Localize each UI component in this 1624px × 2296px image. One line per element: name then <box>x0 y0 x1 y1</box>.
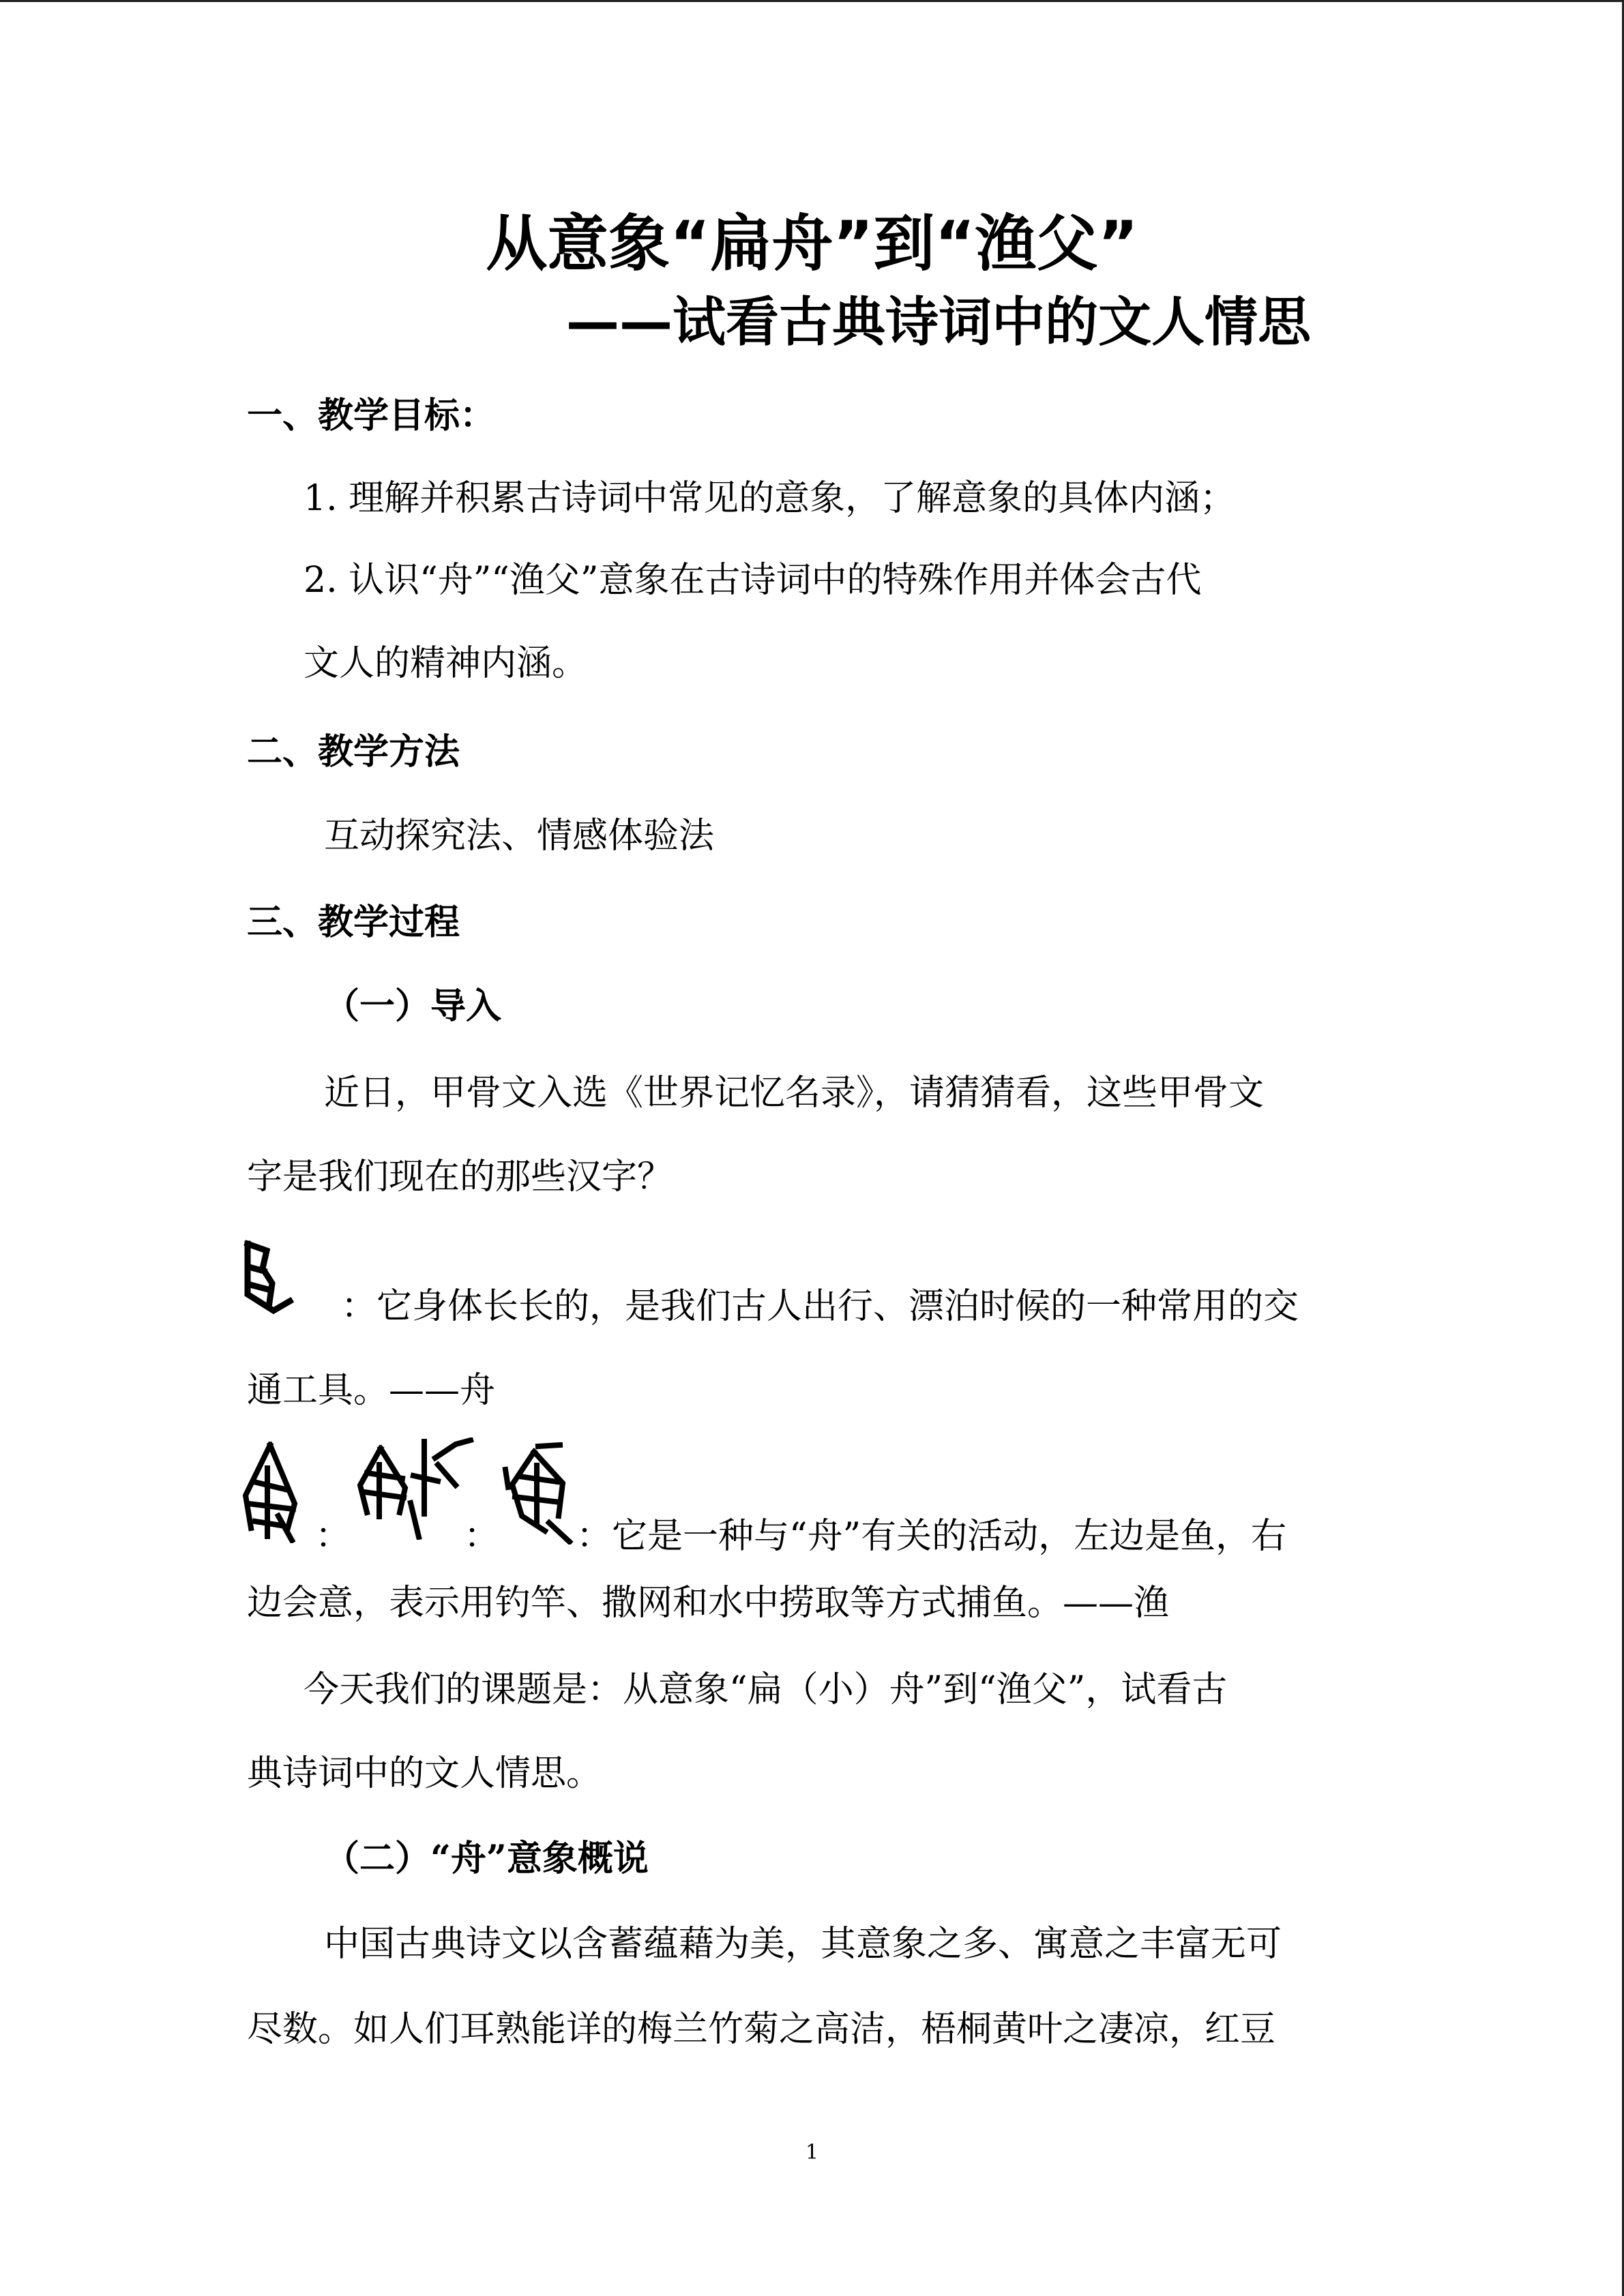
section-heading-methods: 二、教学方法 <box>247 731 460 773</box>
section-heading-process: 三、教学过程 <box>247 901 460 943</box>
zhou-description-line1: ：它身体长长的，是我们古人出行、漂泊时候的一种常用的交 <box>341 1286 1299 1327</box>
oracle-bone-zhou-glyph <box>242 1240 297 1315</box>
topic-line1: 今天我们的课题是：从意象“扁（小）舟”到“渔父”，试看古 <box>304 1669 1228 1710</box>
intro-para-line1: 近日，甲骨文入选《世界记忆名录》，请猜猜看，这些甲骨文 <box>324 1073 1265 1114</box>
overview-para-line2: 尽数。如人们耳熟能详的梅兰竹菊之高洁，梧桐黄叶之凄凉，红豆 <box>247 2009 1276 2050</box>
yu-description-line2: 边会意，表示用钓竿、撒网和水中捞取等方式捕鱼。——渔 <box>247 1583 1170 1624</box>
oracle-bone-yu-glyph-1 <box>240 1441 301 1543</box>
overview-para-line1: 中国古典诗文以含蓄蕴藉为美，其意象之多、寓意之丰富无可 <box>324 1924 1282 1965</box>
section-heading-goals: 一、教学目标： <box>247 395 496 436</box>
methods-text: 互动探究法、情感体验法 <box>324 816 715 856</box>
subsection-heading-intro: （一）导入 <box>324 985 502 1027</box>
goal-item-2-line1: 2. 认识“舟”“渔父”意象在古诗词中的特殊作用并体会古代 <box>304 560 1202 601</box>
page-number: 1 <box>805 2141 819 2164</box>
oracle-bone-yu-glyph-3 <box>501 1442 576 1545</box>
goal-item-2-line2: 文人的精神内涵。 <box>304 643 588 684</box>
subsection-heading-zhou-overview: （二）“舟”意象概说 <box>324 1838 649 1879</box>
topic-line2: 典诗词中的文人情思。 <box>247 1753 602 1794</box>
document-title: 从意象“扁舟”到“渔父” <box>486 208 1138 280</box>
yu-description-line1: ：它是一种与“舟”有关的活动，左边是鱼，右 <box>576 1516 1287 1557</box>
intro-para-line2: 字是我们现在的那些汉字？ <box>247 1157 673 1197</box>
yu-colon-1: ： <box>315 1516 351 1557</box>
document-subtitle: ——试看古典诗词中的文人情思 <box>566 292 1312 353</box>
oracle-bone-yu-glyph-2 <box>353 1437 476 1540</box>
goal-item-1: 1. 理解并积累古诗词中常见的意象，了解意象的具体内涵； <box>304 478 1236 519</box>
zhou-description-line2: 通工具。——舟 <box>247 1370 496 1411</box>
yu-colon-2: ： <box>464 1516 500 1557</box>
